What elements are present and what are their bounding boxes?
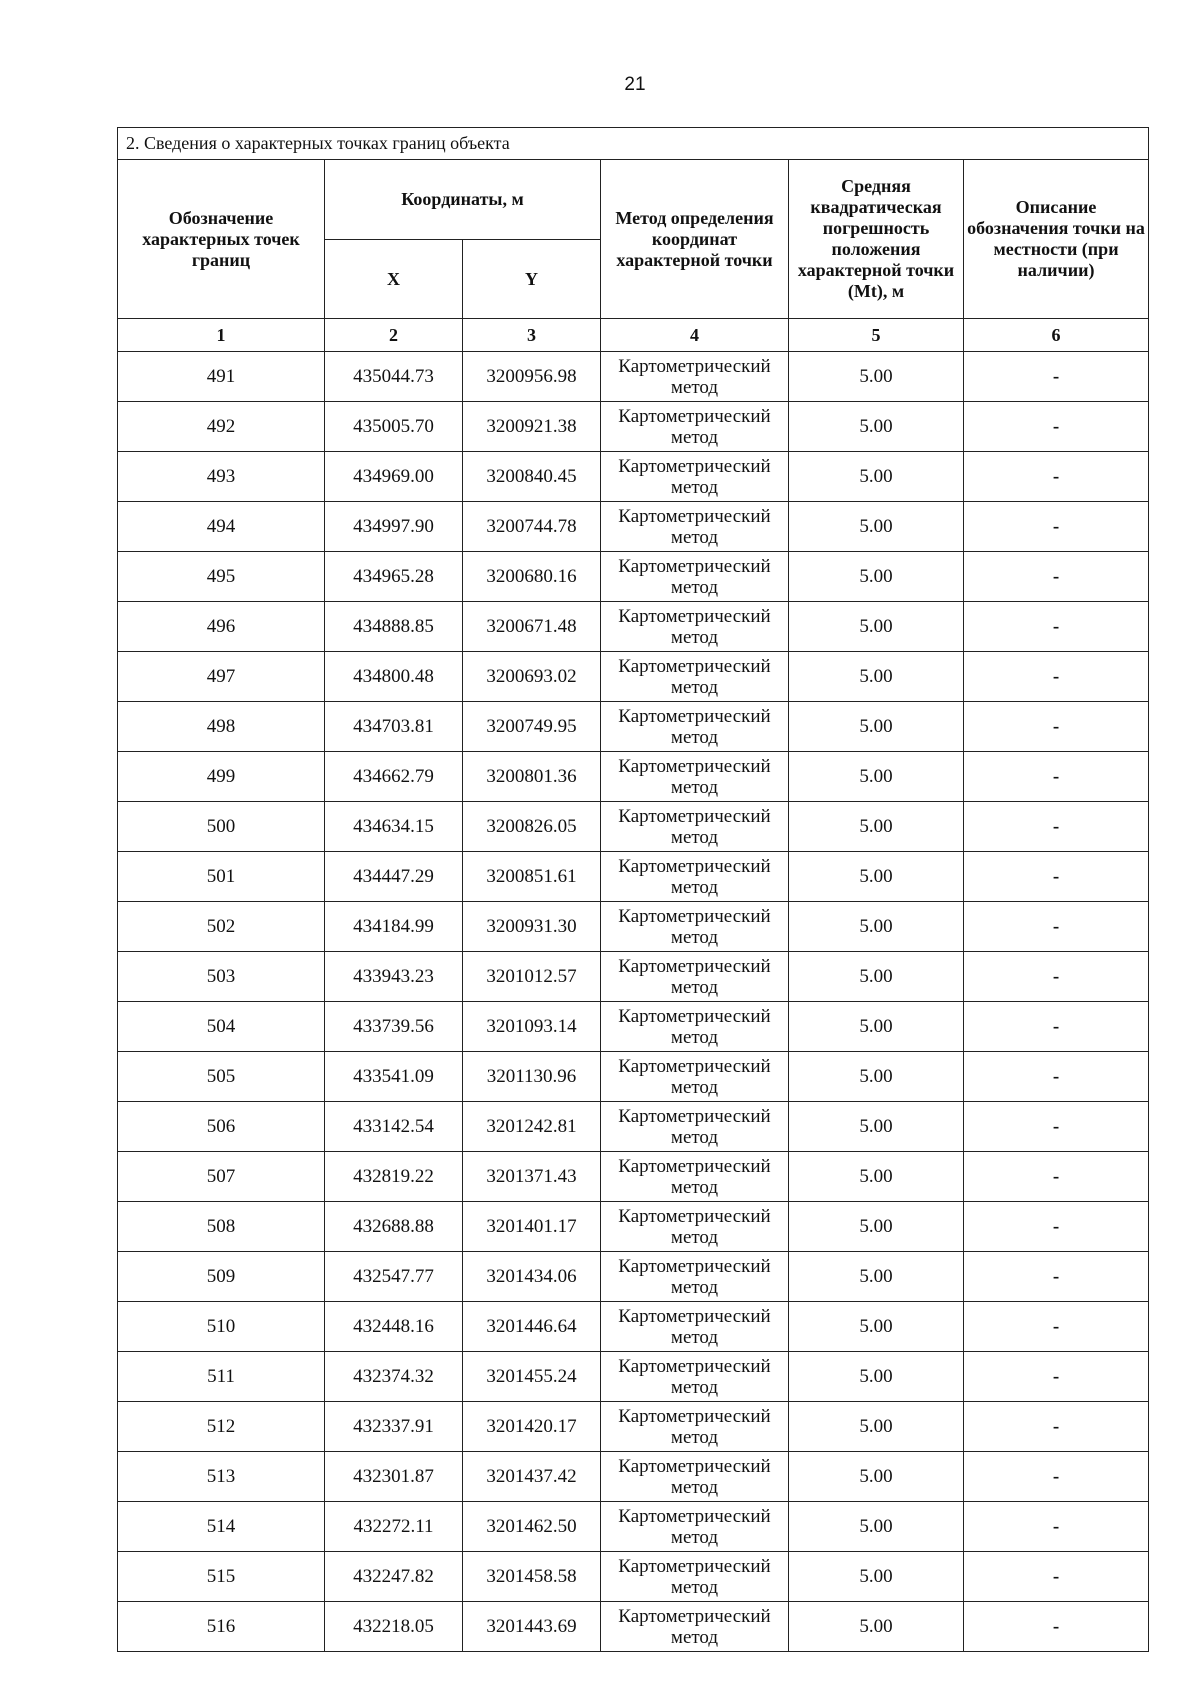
method-cell: Картометрический метод <box>601 652 789 702</box>
table-body <box>118 352 1149 1652</box>
column-number: 2 <box>325 319 463 352</box>
x-coordinate-cell: 434888.85 <box>325 602 463 652</box>
point-cell: 493 <box>118 452 325 502</box>
x-coordinate-cell: 432547.77 <box>325 1252 463 1302</box>
y-coordinate-cell: 3200826.05 <box>463 802 601 852</box>
column-number: 5 <box>789 319 964 352</box>
description-cell: - <box>964 902 1149 952</box>
point-cell: 495 <box>118 552 325 602</box>
table-row <box>118 1002 1149 1052</box>
header-y: Y <box>463 240 601 319</box>
boundary-points-table <box>117 127 1149 1652</box>
x-coordinate-cell: 433943.23 <box>325 952 463 1002</box>
y-coordinate-cell: 3200921.38 <box>463 402 601 452</box>
error-cell: 5.00 <box>789 1602 964 1652</box>
error-cell: 5.00 <box>789 1352 964 1402</box>
x-coordinate-cell: 432448.16 <box>325 1302 463 1352</box>
method-cell: Картометрический метод <box>601 852 789 902</box>
table-row <box>118 702 1149 752</box>
error-cell: 5.00 <box>789 902 964 952</box>
error-cell: 5.00 <box>789 352 964 402</box>
method-cell: Картометрический метод <box>601 352 789 402</box>
x-coordinate-cell: 433142.54 <box>325 1102 463 1152</box>
error-cell: 5.00 <box>789 1402 964 1452</box>
error-cell: 5.00 <box>789 452 964 502</box>
x-coordinate-cell: 434965.28 <box>325 552 463 602</box>
description-cell: - <box>964 1152 1149 1202</box>
point-cell: 504 <box>118 1002 325 1052</box>
table-row <box>118 1302 1149 1352</box>
point-cell: 507 <box>118 1152 325 1202</box>
point-cell: 497 <box>118 652 325 702</box>
method-cell: Картометрический метод <box>601 602 789 652</box>
method-cell: Картометрический метод <box>601 1452 789 1502</box>
description-cell: - <box>964 602 1149 652</box>
point-cell: 513 <box>118 1452 325 1502</box>
point-cell: 515 <box>118 1552 325 1602</box>
point-cell: 509 <box>118 1252 325 1302</box>
error-cell: 5.00 <box>789 1502 964 1552</box>
method-cell: Картометрический метод <box>601 902 789 952</box>
section-title: 2. Сведения о характерных точках границ объекта <box>118 128 1149 160</box>
y-coordinate-cell: 3201437.42 <box>463 1452 601 1502</box>
method-cell: Картометрический метод <box>601 1202 789 1252</box>
table-row <box>118 402 1149 452</box>
description-cell: - <box>964 1352 1149 1402</box>
y-coordinate-cell: 3201443.69 <box>463 1602 601 1652</box>
point-cell: 494 <box>118 502 325 552</box>
page-number: 21 <box>624 74 646 95</box>
x-coordinate-cell: 435005.70 <box>325 402 463 452</box>
point-cell: 505 <box>118 1052 325 1102</box>
error-cell: 5.00 <box>789 1452 964 1502</box>
point-cell: 510 <box>118 1302 325 1352</box>
x-coordinate-cell: 432819.22 <box>325 1152 463 1202</box>
column-number: 1 <box>118 319 325 352</box>
error-cell: 5.00 <box>789 502 964 552</box>
x-coordinate-cell: 434800.48 <box>325 652 463 702</box>
method-cell: Картометрический метод <box>601 1552 789 1602</box>
table-row <box>118 1102 1149 1152</box>
method-cell: Картометрический метод <box>601 1352 789 1402</box>
error-cell: 5.00 <box>789 952 964 1002</box>
table-row <box>118 1602 1149 1652</box>
error-cell: 5.00 <box>789 1152 964 1202</box>
error-cell: 5.00 <box>789 652 964 702</box>
x-coordinate-cell: 432337.91 <box>325 1402 463 1452</box>
y-coordinate-cell: 3201458.58 <box>463 1552 601 1602</box>
description-cell: - <box>964 552 1149 602</box>
table-row <box>118 502 1149 552</box>
point-cell: 498 <box>118 702 325 752</box>
table-row <box>118 802 1149 852</box>
error-cell: 5.00 <box>789 802 964 852</box>
table-row <box>118 1152 1149 1202</box>
method-cell: Картометрический метод <box>601 1502 789 1552</box>
y-coordinate-cell: 3201130.96 <box>463 1052 601 1102</box>
point-cell: 516 <box>118 1602 325 1652</box>
x-coordinate-cell: 435044.73 <box>325 352 463 402</box>
x-coordinate-cell: 434634.15 <box>325 802 463 852</box>
header-description: Описание обозначения точки на местности (при наличии) <box>964 160 1149 319</box>
point-cell: 503 <box>118 952 325 1002</box>
point-cell: 512 <box>118 1402 325 1452</box>
description-cell: - <box>964 1052 1149 1102</box>
y-coordinate-cell: 3201434.06 <box>463 1252 601 1302</box>
error-cell: 5.00 <box>789 1252 964 1302</box>
description-cell: - <box>964 1252 1149 1302</box>
y-coordinate-cell: 3200801.36 <box>463 752 601 802</box>
table-row <box>118 852 1149 902</box>
error-cell: 5.00 <box>789 1052 964 1102</box>
description-cell: - <box>964 452 1149 502</box>
error-cell: 5.00 <box>789 752 964 802</box>
x-coordinate-cell: 432301.87 <box>325 1452 463 1502</box>
table-row <box>118 1352 1149 1402</box>
y-coordinate-cell: 3201462.50 <box>463 1502 601 1552</box>
error-cell: 5.00 <box>789 1302 964 1352</box>
column-numbers-row <box>118 319 1149 352</box>
x-coordinate-cell: 432218.05 <box>325 1602 463 1652</box>
table-row <box>118 652 1149 702</box>
point-cell: 502 <box>118 902 325 952</box>
y-coordinate-cell: 3200956.98 <box>463 352 601 402</box>
y-coordinate-cell: 3200693.02 <box>463 652 601 702</box>
description-cell: - <box>964 702 1149 752</box>
description-cell: - <box>964 952 1149 1002</box>
header-method: Метод определения координат характерной точки <box>601 160 789 319</box>
y-coordinate-cell: 3200680.16 <box>463 552 601 602</box>
method-cell: Картометрический метод <box>601 402 789 452</box>
method-cell: Картометрический метод <box>601 1402 789 1452</box>
point-cell: 500 <box>118 802 325 852</box>
x-coordinate-cell: 434703.81 <box>325 702 463 752</box>
x-coordinate-cell: 434662.79 <box>325 752 463 802</box>
error-cell: 5.00 <box>789 1102 964 1152</box>
table-row <box>118 1552 1149 1602</box>
table-row <box>118 602 1149 652</box>
description-cell: - <box>964 652 1149 702</box>
method-cell: Картометрический метод <box>601 1052 789 1102</box>
error-cell: 5.00 <box>789 552 964 602</box>
table-row <box>118 1252 1149 1302</box>
point-cell: 508 <box>118 1202 325 1252</box>
column-number: 4 <box>601 319 789 352</box>
method-cell: Картометрический метод <box>601 452 789 502</box>
description-cell: - <box>964 1402 1149 1452</box>
description-cell: - <box>964 1002 1149 1052</box>
point-cell: 514 <box>118 1502 325 1552</box>
method-cell: Картометрический метод <box>601 802 789 852</box>
x-coordinate-cell: 434447.29 <box>325 852 463 902</box>
y-coordinate-cell: 3200931.30 <box>463 902 601 952</box>
y-coordinate-cell: 3200749.95 <box>463 702 601 752</box>
x-coordinate-cell: 434969.00 <box>325 452 463 502</box>
description-cell: - <box>964 502 1149 552</box>
y-coordinate-cell: 3201446.64 <box>463 1302 601 1352</box>
error-cell: 5.00 <box>789 602 964 652</box>
y-coordinate-cell: 3201420.17 <box>463 1402 601 1452</box>
x-coordinate-cell: 433541.09 <box>325 1052 463 1102</box>
table-row <box>118 1402 1149 1452</box>
point-cell: 496 <box>118 602 325 652</box>
header-x: X <box>325 240 463 319</box>
table-row <box>118 952 1149 1002</box>
description-cell: - <box>964 852 1149 902</box>
y-coordinate-cell: 3201371.43 <box>463 1152 601 1202</box>
x-coordinate-cell: 434184.99 <box>325 902 463 952</box>
description-cell: - <box>964 352 1149 402</box>
table-row <box>118 352 1149 402</box>
table-row <box>118 1502 1149 1552</box>
description-cell: - <box>964 402 1149 452</box>
y-coordinate-cell: 3201012.57 <box>463 952 601 1002</box>
description-cell: - <box>964 1302 1149 1352</box>
error-cell: 5.00 <box>789 1552 964 1602</box>
y-coordinate-cell: 3200744.78 <box>463 502 601 552</box>
header-designation: Обозначение характерных точек границ <box>118 160 325 319</box>
method-cell: Картометрический метод <box>601 1302 789 1352</box>
y-coordinate-cell: 3201401.17 <box>463 1202 601 1252</box>
method-cell: Картометрический метод <box>601 1002 789 1052</box>
method-cell: Картометрический метод <box>601 502 789 552</box>
point-cell: 511 <box>118 1352 325 1402</box>
x-coordinate-cell: 432688.88 <box>325 1202 463 1252</box>
error-cell: 5.00 <box>789 402 964 452</box>
method-cell: Картометрический метод <box>601 1152 789 1202</box>
error-cell: 5.00 <box>789 1202 964 1252</box>
y-coordinate-cell: 3201242.81 <box>463 1102 601 1152</box>
x-coordinate-cell: 432272.11 <box>325 1502 463 1552</box>
column-number: 3 <box>463 319 601 352</box>
method-cell: Картометрический метод <box>601 552 789 602</box>
table-row <box>118 552 1149 602</box>
y-coordinate-cell: 3200851.61 <box>463 852 601 902</box>
x-coordinate-cell: 432247.82 <box>325 1552 463 1602</box>
table-row <box>118 902 1149 952</box>
table-row <box>118 752 1149 802</box>
x-coordinate-cell: 432374.32 <box>325 1352 463 1402</box>
y-coordinate-cell: 3201093.14 <box>463 1002 601 1052</box>
error-cell: 5.00 <box>789 1002 964 1052</box>
description-cell: - <box>964 752 1149 802</box>
point-cell: 492 <box>118 402 325 452</box>
method-cell: Картометрический метод <box>601 1102 789 1152</box>
table-row <box>118 1452 1149 1502</box>
point-cell: 506 <box>118 1102 325 1152</box>
point-cell: 499 <box>118 752 325 802</box>
point-cell: 491 <box>118 352 325 402</box>
table-row <box>118 1202 1149 1252</box>
y-coordinate-cell: 3200671.48 <box>463 602 601 652</box>
method-cell: Картометрический метод <box>601 952 789 1002</box>
error-cell: 5.00 <box>789 702 964 752</box>
description-cell: - <box>964 1502 1149 1552</box>
table-row <box>118 1052 1149 1102</box>
table-row <box>118 452 1149 502</box>
y-coordinate-cell: 3200840.45 <box>463 452 601 502</box>
method-cell: Картометрический метод <box>601 1602 789 1652</box>
method-cell: Картометрический метод <box>601 752 789 802</box>
x-coordinate-cell: 434997.90 <box>325 502 463 552</box>
description-cell: - <box>964 802 1149 852</box>
header-error: Средняя квадратическая погрешность положения характерной точки (Mt), м <box>789 160 964 319</box>
header-coordinates: Координаты, м <box>325 160 601 240</box>
description-cell: - <box>964 1452 1149 1502</box>
description-cell: - <box>964 1602 1149 1652</box>
description-cell: - <box>964 1202 1149 1252</box>
method-cell: Картометрический метод <box>601 1252 789 1302</box>
method-cell: Картометрический метод <box>601 702 789 752</box>
y-coordinate-cell: 3201455.24 <box>463 1352 601 1402</box>
description-cell: - <box>964 1102 1149 1152</box>
description-cell: - <box>964 1552 1149 1602</box>
point-cell: 501 <box>118 852 325 902</box>
x-coordinate-cell: 433739.56 <box>325 1002 463 1052</box>
column-number: 6 <box>964 319 1149 352</box>
error-cell: 5.00 <box>789 852 964 902</box>
